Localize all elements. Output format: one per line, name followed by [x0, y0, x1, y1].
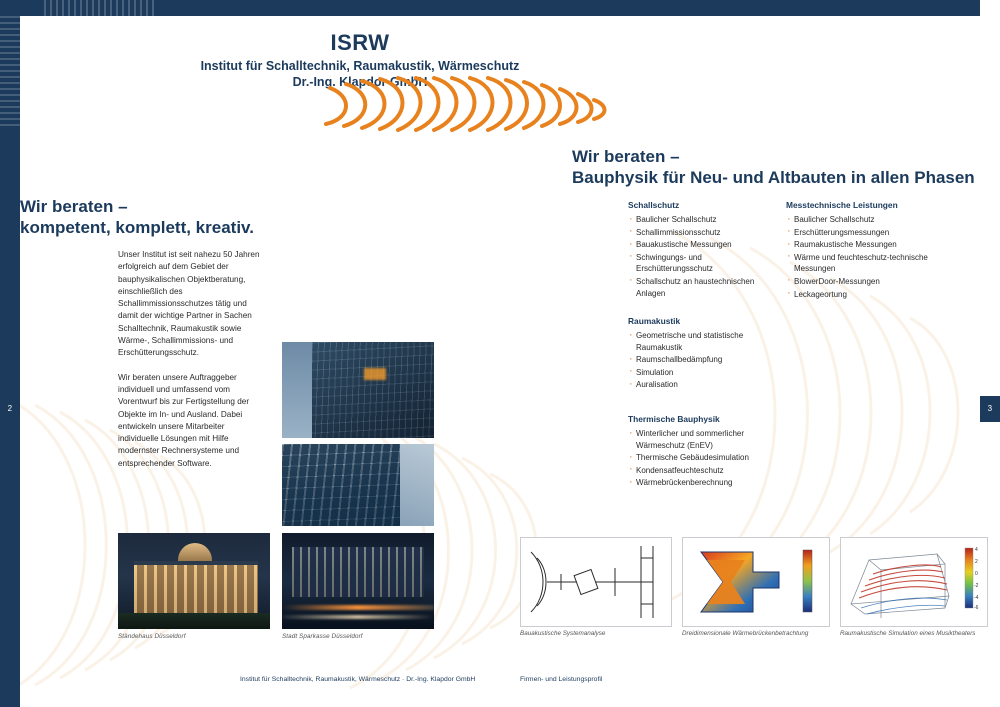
left-navy-spine [0, 0, 20, 707]
svg-text:-6: -6 [974, 605, 979, 611]
page-number-right: 3 [980, 396, 1000, 422]
staendehaus-photo [118, 533, 270, 629]
orange-wave-logo [318, 76, 618, 134]
block-messtechnische-leistungen [786, 200, 946, 301]
brand-title: ISRW [330, 30, 390, 55]
svg-text:0: 0 [975, 571, 978, 577]
block-thermische-bauphysik [628, 414, 788, 490]
block-schallschutz-list [628, 214, 778, 299]
block-thermische-title: Thermische Bauphysik [628, 414, 720, 424]
footer-document-title: Firmen- und Leistungsprofil [520, 676, 603, 683]
glass-facade-photo [282, 444, 434, 526]
list-item: · Winterlicher und sommerlicher Wärmeschutz (EnEV) [628, 428, 788, 451]
block-raumakustik-list [628, 330, 778, 391]
room-acoustics-figure [840, 537, 988, 627]
system-analysis-figure [520, 537, 672, 627]
thermal-bridge-figure [682, 537, 830, 627]
left-paragraph-2: Wir beraten unsere Auftraggeber individuell und umfassend vom Vorentwurf bis zur Fertigstellung der Objekte im In- und Ausland. Dabei entwickeln unsere Mitarbeiter individuelle Lösungen mit Hilfe modernster Rechnersysteme und entsprechender Software. [118, 372, 250, 468]
staendehaus-caption: Ständehaus Düsseldorf [118, 633, 186, 640]
footer-company-line: Institut für Schalltechnik, Raumakustik, Wärmeschutz · Dr.-Ing. Klapdor GmbH [240, 676, 476, 683]
right-heading-line2: Bauphysik für Neu- und Altbauten in allen Phasen [572, 168, 975, 187]
left-heading-line2: kompetent, komplett, kreativ. [20, 218, 254, 237]
stadtsparkasse-caption: Stadt Sparkasse Düsseldorf [282, 633, 363, 640]
traffic-light-streak-2 [282, 615, 434, 619]
list-item: · Auralisation [628, 379, 778, 391]
brand-subtitle-line2: Dr.-Ing. Klapdor GmbH [292, 75, 428, 89]
tower-sign-glow [364, 368, 386, 380]
block-schallschutz [628, 200, 778, 300]
list-item: · Simulation [628, 367, 778, 379]
list-item: · Thermische Gebäudesimulation [628, 452, 788, 464]
top-navy-bar [0, 0, 1000, 16]
left-paragraph-1: Unser Institut ist seit nahezu 50 Jahren erfolgreich auf dem Gebiet der bauphysikalischen Objektberatung, einschließlich des Schallimmissionsschutzes tätig und damit der wichtige Partner in Sachen Schalltechnik, Raumakustik sowie Wärme-, Schallimmissions- und Erschütterungsschutz. [118, 250, 260, 358]
list-item: · Baulicher Schallschutz [786, 214, 946, 226]
brand-subtitle-line1: Institut für Schalltechnik, Raumakustik, Wärmeschutz [200, 59, 520, 73]
list-item: · Geometrische und statistische Raumakustik [628, 330, 778, 353]
sparkasse-building [292, 547, 424, 597]
list-item: · Kondensatfeuchteschutz [628, 465, 788, 477]
left-heading-line1: Wir beraten – [20, 197, 128, 216]
list-item: · Schwingungs- und Erschütterungsschutz [628, 252, 778, 275]
svg-text:-4: -4 [974, 595, 979, 601]
list-item: · BlowerDoor-Messungen [786, 276, 946, 288]
glass-tower-photo [282, 342, 434, 438]
right-heading [572, 146, 992, 188]
list-item: · Schallimmissionsschutz [628, 227, 778, 239]
list-item: · Bauakustische Messungen [628, 239, 778, 251]
top-bar-stripe-pattern [44, 0, 154, 16]
block-schallschutz-title: Schallschutz [628, 200, 680, 210]
room-acoustics-caption: Raumakustische Simulation eines Musiktheaters [840, 630, 976, 637]
block-messtechnik-title: Messtechnische Leistungen [786, 200, 898, 210]
left-body-text [118, 249, 266, 482]
block-raumakustik [628, 316, 778, 392]
svg-text:4: 4 [975, 547, 978, 553]
stadtsparkasse-photo [282, 533, 434, 629]
block-raumakustik-title: Raumakustik [628, 316, 681, 326]
list-item: · Leckageortung [786, 289, 946, 301]
block-thermische-list [628, 428, 788, 489]
staendehaus-lawn [118, 613, 270, 629]
list-item: · Raumschallbedämpfung [628, 354, 778, 366]
svg-text:2: 2 [975, 559, 978, 565]
list-item: · Wärmebrückenberechnung [628, 477, 788, 489]
traffic-light-streak-1 [282, 605, 434, 610]
staendehaus-building [134, 561, 258, 619]
system-analysis-caption: Bauakustische Systemanalyse [520, 630, 606, 637]
tower-body [312, 342, 434, 438]
list-item: · Wärme und feuchteschutz-technische Messungen [786, 252, 946, 275]
page-number-left: 2 [0, 396, 20, 422]
list-item: · Baulicher Schallschutz [628, 214, 778, 226]
svg-text:-2: -2 [974, 583, 979, 589]
list-item: · Raumakustische Messungen [786, 239, 946, 251]
list-item: · Schallschutz an haustechnischen Anlagen [628, 276, 778, 299]
thermal-bridge-caption: Dreidimensionale Wärmebrückenbetrachtung [682, 630, 809, 637]
facade-sky [400, 444, 434, 526]
left-heading [20, 196, 480, 238]
block-messtechnik-list [786, 214, 946, 300]
right-heading-line1: Wir beraten – [572, 147, 680, 166]
list-item: · Erschütterungsmessungen [786, 227, 946, 239]
